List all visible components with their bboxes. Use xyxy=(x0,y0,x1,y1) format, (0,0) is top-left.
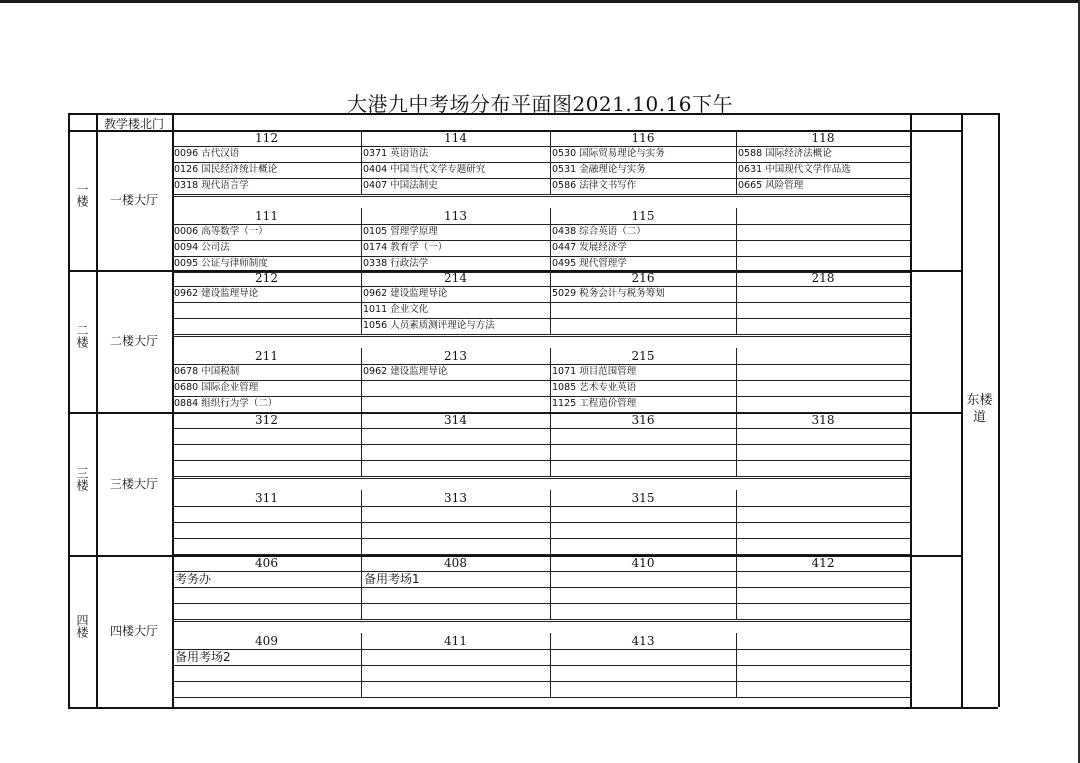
course-entry: 0095 公证与律师制度 xyxy=(174,258,268,269)
course-entry: 0318 现代语言学 xyxy=(174,180,249,191)
course-entry: 0530 国际贸易理论与实务 xyxy=(552,148,665,159)
room-number: 409 xyxy=(255,634,278,648)
course-entry: 0962 建设监理导论 xyxy=(363,288,448,299)
course-entry: 0094 公司法 xyxy=(174,242,230,253)
floor-label: 三楼 xyxy=(75,466,89,491)
room-row-line xyxy=(172,506,910,507)
room-row-line xyxy=(172,460,910,461)
room-number: 412 xyxy=(811,556,835,570)
room-number: 316 xyxy=(631,413,655,427)
room-number: 315 xyxy=(631,491,655,505)
hall-label: 四楼大厅 xyxy=(109,624,158,638)
course-entry: 0884 组织行为学（二） xyxy=(174,398,278,409)
room-column-line xyxy=(736,633,737,697)
room-column-line xyxy=(736,490,737,554)
block-gap-line xyxy=(172,336,910,337)
room-row-line xyxy=(172,334,910,335)
hall-label: 三楼大厅 xyxy=(109,476,158,491)
room-number: 312 xyxy=(255,413,278,427)
room-row-line xyxy=(172,554,910,555)
room-number: 408 xyxy=(444,556,467,570)
room-row-line xyxy=(172,522,910,523)
course-entry: 0438 综合英语（二） xyxy=(552,226,646,237)
room-number: 114 xyxy=(444,131,467,145)
room-number: 413 xyxy=(631,634,655,648)
course-entry: 5029 税务会计与税务筹划 xyxy=(552,288,665,299)
frame-right xyxy=(998,113,1000,707)
course-entry: 1011 企业文化 xyxy=(363,304,429,315)
course-entry: 0105 管理学原理 xyxy=(363,226,438,237)
room-number: 311 xyxy=(255,491,278,505)
floor-label: 四楼 xyxy=(75,614,89,638)
east-corridor-label xyxy=(961,392,998,426)
room-number: 211 xyxy=(255,349,278,363)
block-gap-line xyxy=(172,621,910,622)
block-gap-line xyxy=(172,478,910,479)
hall-label: 一楼大厅 xyxy=(109,193,158,207)
room-row-line xyxy=(172,428,910,429)
course-entry: 0631 中国现代文学作品选 xyxy=(738,164,851,175)
course-entry: 0678 中国税制 xyxy=(174,366,240,377)
course-entry: 0174 教育学（一） xyxy=(363,242,448,253)
room-number: 313 xyxy=(444,491,467,505)
room-number: 118 xyxy=(811,131,835,145)
course-entry: 0495 现代管理学 xyxy=(552,258,627,269)
room-row-line xyxy=(172,619,910,620)
corridor-text-line: 东楼 xyxy=(966,393,993,408)
room-number: 213 xyxy=(444,349,467,363)
course-entry: 0680 国际企业管理 xyxy=(174,382,259,393)
page-title: 大港九中考场分布平面图2021.10.16下午 xyxy=(346,92,733,116)
course-entry: 0407 中国法制史 xyxy=(363,180,438,191)
course-entry: 0096 古代汉语 xyxy=(174,148,240,159)
course-entry: 0962 建设监理导论 xyxy=(174,288,259,299)
course-entry: 0404 中国当代文学专题研究 xyxy=(363,164,486,175)
room-number: 113 xyxy=(444,209,467,223)
floor-label: 二楼 xyxy=(75,324,89,348)
course-entry: 0586 法律文书写作 xyxy=(552,180,637,191)
room-row-line xyxy=(172,681,910,682)
room-number: 410 xyxy=(631,556,655,570)
course-entry: 0447 发展经济学 xyxy=(552,242,627,253)
course-entry: 1085 艺术专业英语 xyxy=(552,382,637,393)
room-number: 411 xyxy=(444,634,467,648)
room-number: 112 xyxy=(255,131,278,145)
room-row-line xyxy=(172,587,910,588)
room-number: 215 xyxy=(631,349,655,363)
room-row-line xyxy=(172,444,910,445)
room-number: 406 xyxy=(255,556,278,570)
course-entry: 1071 项目范围管理 xyxy=(552,366,637,377)
scan-edge-top xyxy=(0,0,1080,3)
room-row-line xyxy=(172,476,910,477)
room-row-line xyxy=(172,194,910,195)
course-entry: 0588 国际经济法概论 xyxy=(738,148,832,159)
room-number: 218 xyxy=(811,271,835,285)
room-row-line xyxy=(172,603,910,604)
room-row-line xyxy=(172,538,910,539)
room-number: 214 xyxy=(444,271,467,285)
course-entry: 0126 国民经济统计概论 xyxy=(174,164,278,175)
room-number: 111 xyxy=(255,209,278,223)
course-entry: 0006 高等数学（一） xyxy=(174,226,268,237)
course-entry: 0665 风险管理 xyxy=(738,180,804,191)
room-number: 216 xyxy=(631,271,655,285)
floor-separator xyxy=(68,707,961,709)
room-note: 考务办 xyxy=(175,572,212,586)
frame-top xyxy=(68,113,998,115)
room-note: 备用考场2 xyxy=(175,650,231,664)
course-entry: 1125 工程造价管理 xyxy=(552,398,637,409)
hall-label: 二楼大厅 xyxy=(109,334,158,348)
course-entry: 1056 人员素质测评理论与方法 xyxy=(363,320,495,331)
course-entry: 0371 英语语法 xyxy=(363,148,429,159)
frame-left xyxy=(68,113,70,707)
room-note: 备用考场1 xyxy=(364,572,420,586)
room-row-line xyxy=(172,697,910,698)
floor-label: 一楼 xyxy=(75,183,89,207)
course-entry: 0531 金融理论与实务 xyxy=(552,164,646,175)
room-number: 116 xyxy=(631,131,655,145)
hall-column-line xyxy=(172,113,174,707)
rooms-right-line xyxy=(910,113,912,707)
room-number: 115 xyxy=(631,209,655,223)
room-row-line xyxy=(172,665,910,666)
block-gap-line xyxy=(172,196,910,197)
corridor-text-line: 道 xyxy=(972,410,986,425)
room-number: 318 xyxy=(811,413,835,427)
corridor-text xyxy=(961,392,998,426)
north-gate-label: 教学楼北门 xyxy=(103,117,164,131)
course-entry: 0338 行政法学 xyxy=(363,258,429,269)
room-number: 314 xyxy=(444,413,467,427)
room-number: 212 xyxy=(255,271,278,285)
course-entry: 0962 建设监理导论 xyxy=(363,366,448,377)
